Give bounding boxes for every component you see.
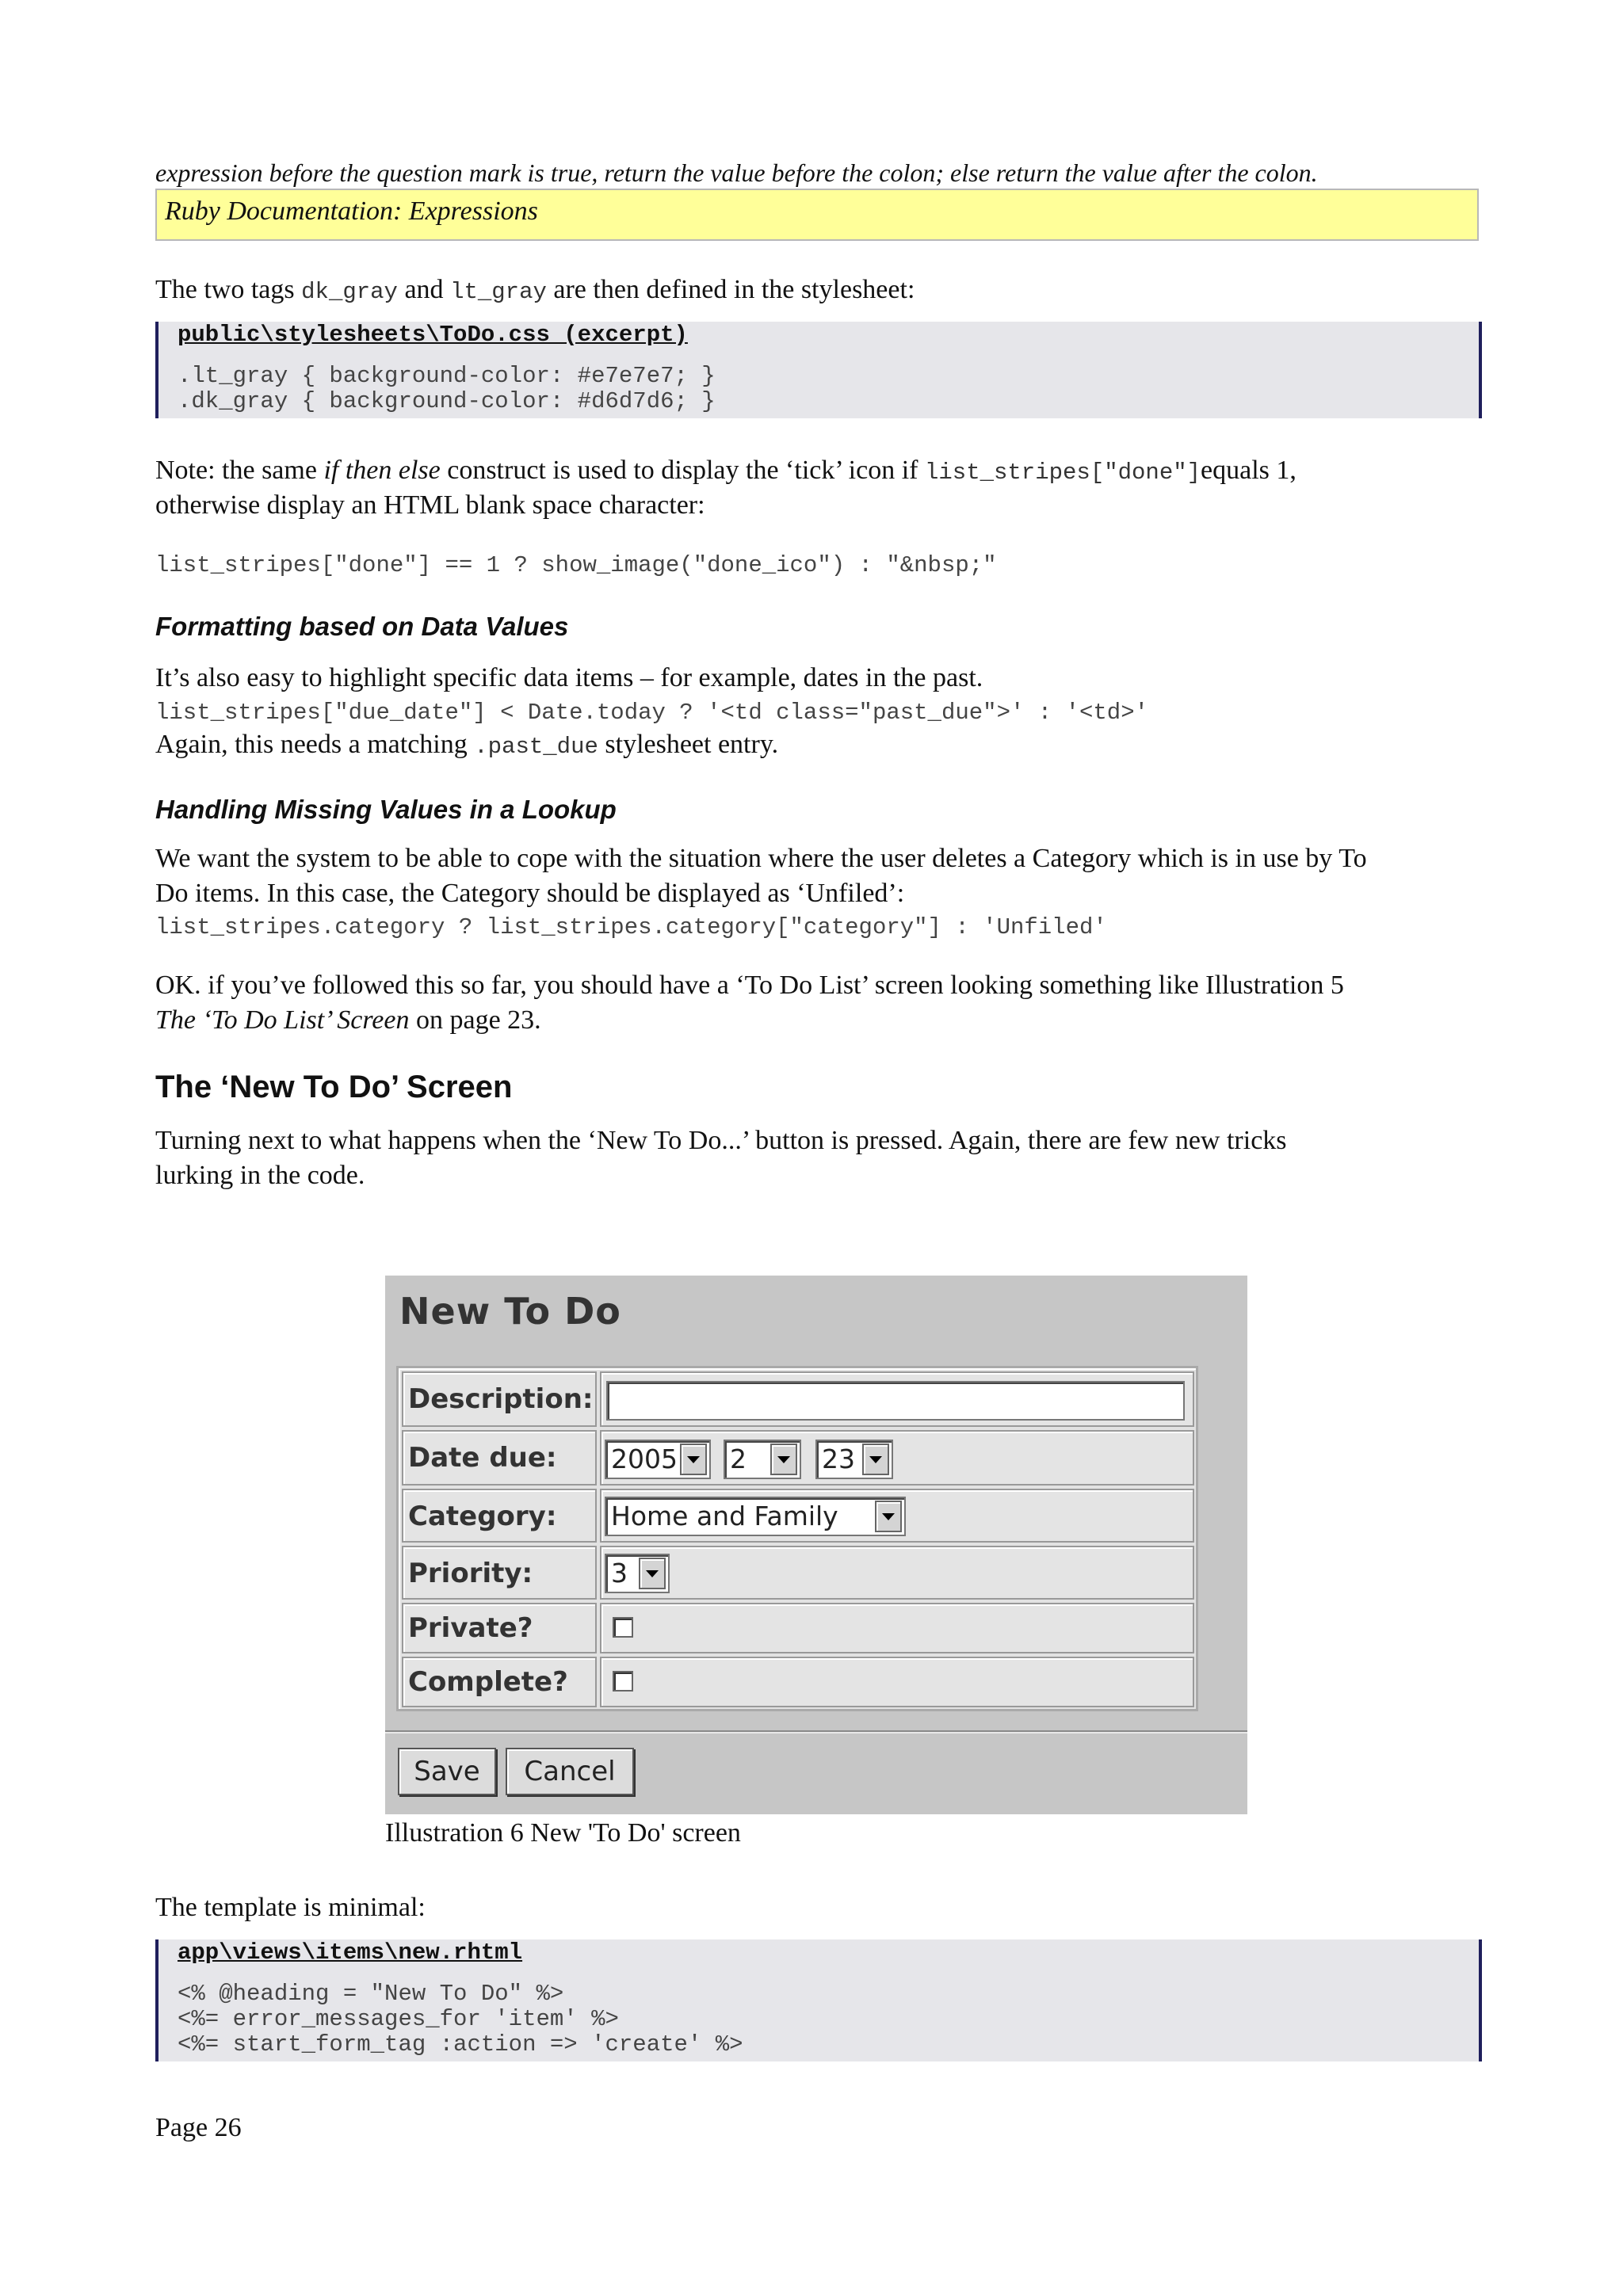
private-label: Private? [408, 1612, 533, 1644]
chevron-down-icon[interactable] [680, 1444, 707, 1475]
heading-formatting: Formatting based on Data Values [155, 612, 569, 641]
paragraph-note [155, 453, 1296, 490]
text-fragment: stylesheet entry. [598, 730, 779, 759]
quote-box [155, 189, 1479, 241]
paragraph-missing-line2: Do items. In this case, the Category should be displayed as ‘Unfiled’: [155, 879, 905, 908]
italic-text: if then else [323, 456, 441, 485]
chevron-down-icon[interactable] [639, 1558, 666, 1589]
paragraph-tags [155, 273, 915, 310]
day-value: 23 [822, 1444, 855, 1474]
date-due-label: Date due: [408, 1442, 557, 1474]
chevron-down-icon[interactable] [862, 1444, 889, 1475]
cross-reference: The ‘To Do List’ Screen [155, 1005, 410, 1035]
chevron-down-icon[interactable] [875, 1501, 902, 1532]
complete-checkbox[interactable] [613, 1671, 633, 1691]
inline-code: list_stripes["done"] [924, 460, 1201, 486]
value-cell [600, 1657, 1194, 1707]
text-fragment: on page 23. [409, 1005, 541, 1035]
description-input[interactable] [606, 1381, 1185, 1421]
code-line: <% @heading = "New To Do" %> [178, 1981, 564, 2007]
label-cell [402, 1546, 597, 1600]
save-button[interactable]: Save [398, 1748, 496, 1795]
text-fragment: Again, this needs a matching [155, 730, 475, 759]
paragraph-format: It’s also easy to highlight specific data items – for example, dates in the past. [155, 663, 983, 692]
text-fragment: equals 1, [1201, 456, 1296, 485]
value-cell [600, 1546, 1194, 1600]
description-label: Description: [408, 1383, 594, 1415]
text-fragment: Note: the same [155, 456, 324, 485]
paragraph-missing-line1: We want the system to be able to cope with the situation where the user deletes a Category which is in use by To [155, 844, 1367, 873]
inline-code: lt_gray [450, 279, 547, 305]
priority-select[interactable] [605, 1554, 670, 1593]
label-cell [402, 1657, 597, 1707]
text-fragment: The two tags [155, 275, 302, 304]
code-box-title: public\stylesheets\ToDo.css (excerpt) [178, 322, 688, 348]
divider [385, 1730, 1247, 1732]
complete-label: Complete? [408, 1666, 568, 1698]
text-fragment: construct is used to display the ‘tick’ icon if [440, 456, 925, 485]
paragraph-turning-line1: Turning next to what happens when the ‘New To Do...’ button is pressed. Again, there are few new tricks [155, 1126, 1287, 1155]
paragraph-template: The template is minimal: [155, 1893, 426, 1922]
category-label: Category: [408, 1501, 557, 1532]
paragraph-again [155, 727, 778, 765]
text-fragment: are then defined in the stylesheet: [546, 275, 915, 304]
day-select[interactable] [815, 1440, 893, 1479]
form-table [396, 1366, 1198, 1711]
paragraph-ok-line2 [155, 1003, 541, 1038]
label-cell [402, 1371, 597, 1427]
code-snippet-category: list_stripes.category ? list_stripes.category["category"] : 'Unfiled' [155, 914, 1107, 940]
text-fragment: and [397, 275, 451, 304]
code-box-template [155, 1939, 1482, 2061]
category-value: Home and Family [611, 1501, 838, 1531]
heading-new-todo-screen: The ‘New To Do’ Screen [155, 1070, 513, 1104]
code-line: <%= start_form_tag :action => 'create' %> [178, 2031, 743, 2058]
value-cell [600, 1489, 1194, 1543]
value-cell [600, 1603, 1194, 1653]
year-select[interactable] [605, 1440, 711, 1479]
form-title: New To Do [399, 1290, 621, 1333]
private-checkbox[interactable] [613, 1617, 633, 1638]
month-select[interactable] [724, 1440, 801, 1479]
quote-source: Ruby Documentation: Expressions [165, 196, 538, 226]
page-number: Page 26 [155, 2113, 242, 2142]
chevron-down-icon[interactable] [770, 1444, 797, 1475]
label-cell [402, 1603, 597, 1653]
code-line: .dk_gray { background-color: #d6d7d6; } [178, 388, 716, 414]
intro-text: expression before the question mark is true, return the value before the colon; else return the value after the colon. [155, 158, 1318, 187]
label-cell [402, 1430, 597, 1486]
paragraph-ok-line1: OK. if you’ve followed this so far, you should have a ‘To Do List’ screen looking something like Illustration 5 [155, 971, 1344, 1000]
new-todo-screenshot [385, 1276, 1247, 1814]
month-value: 2 [730, 1444, 747, 1474]
code-box-title: app\views\items\new.rhtml [178, 1939, 523, 1966]
priority-value: 3 [611, 1558, 628, 1589]
code-snippet-done: list_stripes["done"] == 1 ? show_image("done_ico") : "&nbsp;" [155, 552, 997, 578]
inline-code: .past_due [474, 734, 598, 760]
priority-label: Priority: [408, 1558, 533, 1589]
code-box-stylesheet [155, 322, 1482, 418]
code-line: <%= error_messages_for 'item' %> [178, 2006, 619, 2032]
inline-code: dk_gray [301, 279, 398, 305]
year-value: 2005 [611, 1444, 678, 1474]
figure-caption: Illustration 6 New 'To Do' screen [385, 1818, 741, 1848]
value-cell [600, 1371, 1194, 1427]
label-cell [402, 1489, 597, 1543]
paragraph-turning-line2: lurking in the code. [155, 1161, 365, 1190]
cancel-button[interactable]: Cancel [506, 1748, 634, 1795]
code-snippet-due: list_stripes["due_date"] < Date.today ? '<td class="past_due">' : '<td>' [155, 700, 1149, 726]
paragraph-note-line2: otherwise display an HTML blank space character: [155, 490, 705, 520]
value-cell [600, 1430, 1194, 1486]
heading-missing-values: Handling Missing Values in a Lookup [155, 795, 617, 824]
category-select[interactable] [605, 1497, 906, 1536]
code-line: .lt_gray { background-color: #e7e7e7; } [178, 363, 716, 389]
